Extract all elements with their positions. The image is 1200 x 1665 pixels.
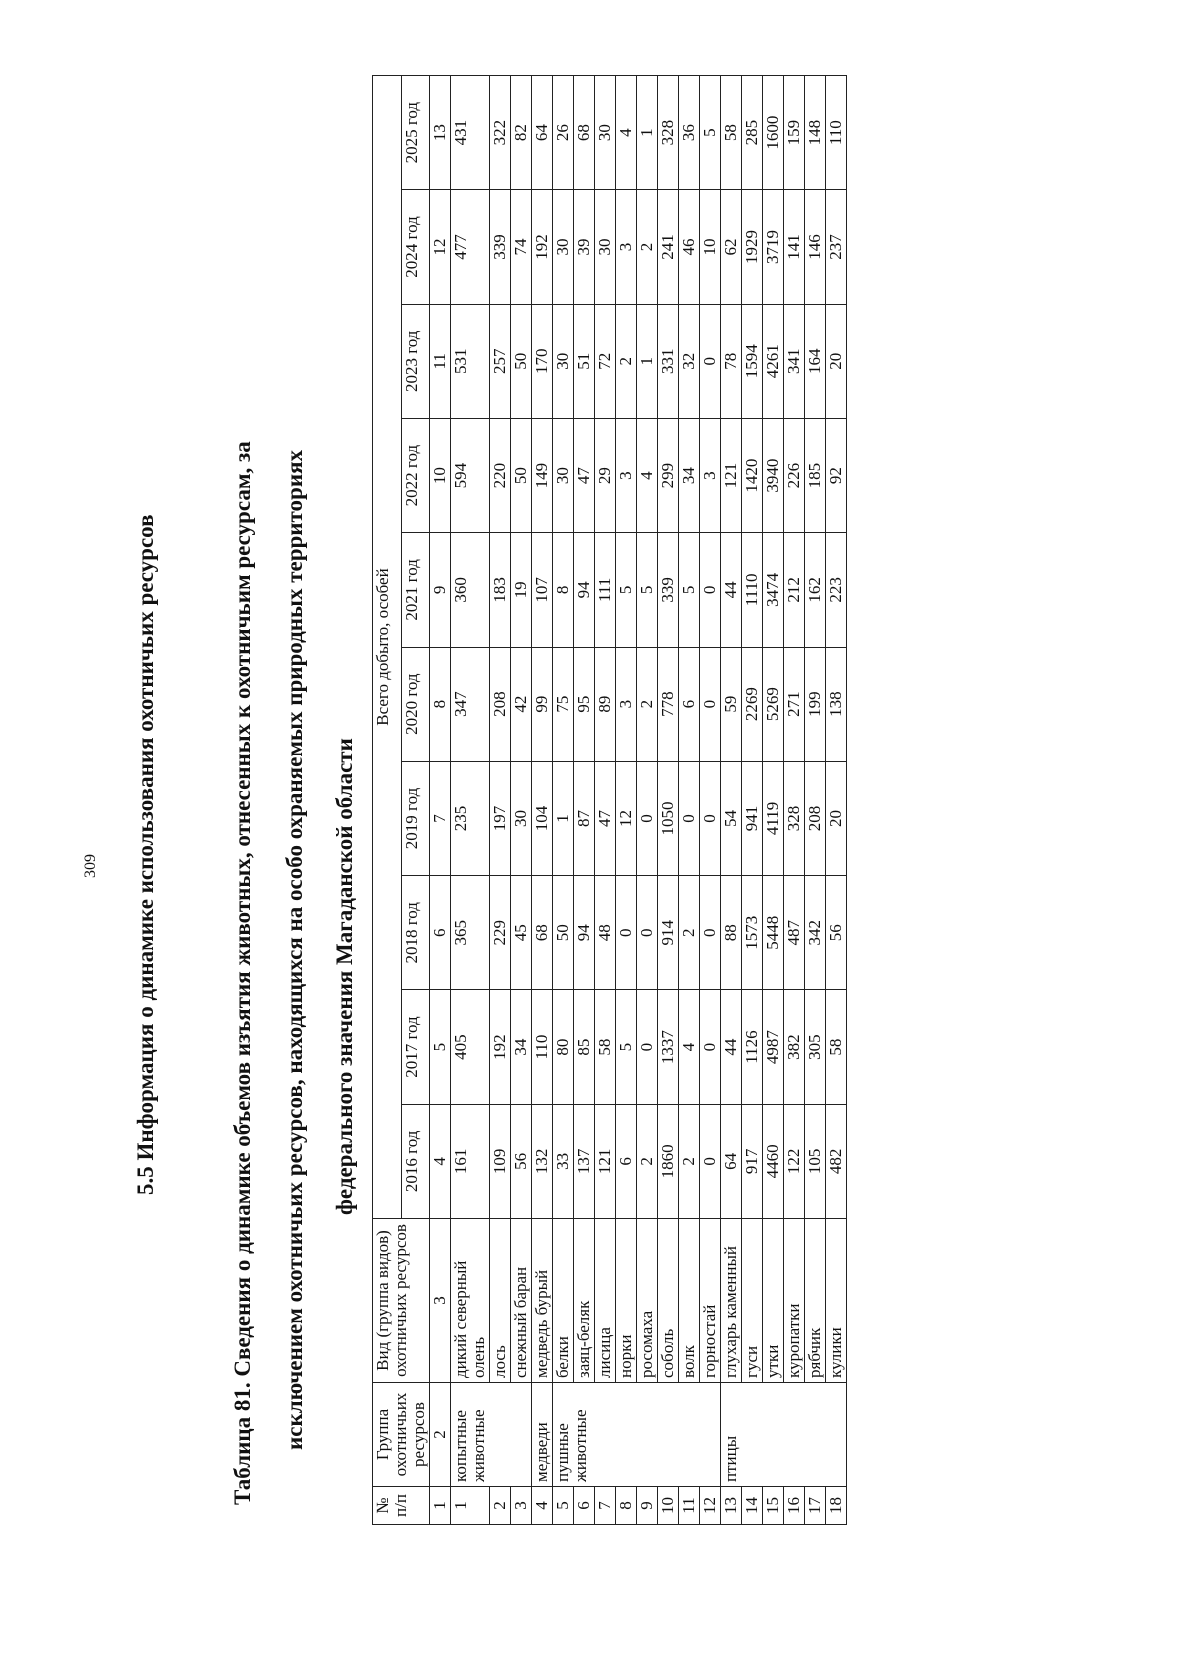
year-value: 531	[451, 304, 490, 418]
header-year: 2016 год	[401, 1104, 430, 1218]
year-value: 85	[574, 990, 595, 1104]
year-value: 50	[511, 418, 532, 532]
year-value: 30	[553, 190, 574, 304]
year-value: 299	[658, 418, 679, 532]
year-value: 104	[532, 761, 553, 875]
table-row	[679, 76, 700, 1525]
year-value: 48	[595, 876, 616, 990]
year-value: 111	[595, 533, 616, 647]
year-value: 20	[826, 304, 847, 418]
year-value: 138	[826, 647, 847, 761]
year-value: 4	[679, 990, 700, 1104]
harvest-table	[372, 75, 847, 1525]
year-value: 3	[616, 418, 637, 532]
year-value: 6	[679, 647, 700, 761]
year-value: 3	[616, 190, 637, 304]
column-number: 1	[430, 1487, 451, 1525]
species-name: лось	[490, 1219, 511, 1383]
species-name: утки	[763, 1219, 784, 1383]
year-value: 34	[679, 418, 700, 532]
row-number: 13	[721, 1487, 742, 1525]
year-value: 235	[451, 761, 490, 875]
year-value: 1573	[742, 876, 763, 990]
year-value: 223	[826, 533, 847, 647]
year-value: 5269	[763, 647, 784, 761]
year-value: 47	[574, 418, 595, 532]
header-year: 2020 год	[401, 647, 430, 761]
group-fur-animals: пушные животные	[553, 1383, 721, 1487]
header-year: 2017 год	[401, 990, 430, 1104]
header-year: 2019 год	[401, 761, 430, 875]
species-name: белки	[553, 1219, 574, 1383]
year-value: 365	[451, 876, 490, 990]
species-name: куропатки	[784, 1219, 805, 1383]
year-value: 44	[721, 533, 742, 647]
species-name: дикий северный олень	[451, 1219, 490, 1383]
header-total-harvested: Всего добыто, особей	[373, 76, 402, 1219]
species-name: росомаха	[637, 1219, 658, 1383]
year-value: 33	[553, 1104, 574, 1218]
year-value: 382	[784, 990, 805, 1104]
year-value: 0	[637, 990, 658, 1104]
year-value: 0	[637, 876, 658, 990]
species-name: норки	[616, 1219, 637, 1383]
year-value: 328	[784, 761, 805, 875]
year-value: 431	[451, 76, 490, 190]
section-title: 5.5 Информация о динамике использования охотничьих ресурсов	[133, 514, 158, 1195]
year-value: 199	[805, 647, 826, 761]
year-value: 12	[616, 761, 637, 875]
species-name: лисица	[595, 1219, 616, 1383]
year-value: 2	[637, 647, 658, 761]
year-value: 20	[826, 761, 847, 875]
year-value: 94	[574, 876, 595, 990]
year-value: 30	[595, 76, 616, 190]
table-caption-line-3: федерального значения Магаданской области	[332, 738, 357, 1215]
table-row	[763, 76, 784, 1525]
year-value: 0	[700, 304, 721, 418]
year-value: 212	[784, 533, 805, 647]
table-row	[826, 76, 847, 1525]
year-value: 4460	[763, 1104, 784, 1218]
year-value: 94	[574, 533, 595, 647]
column-number: 6	[430, 876, 451, 990]
header-number: № п/п	[373, 1487, 430, 1525]
year-value: 3940	[763, 418, 784, 532]
year-value: 58	[721, 76, 742, 190]
year-value: 46	[679, 190, 700, 304]
year-value: 2	[637, 190, 658, 304]
year-value: 56	[826, 876, 847, 990]
year-value: 271	[784, 647, 805, 761]
row-number: 10	[658, 1487, 679, 1525]
table-row	[511, 76, 532, 1525]
year-value: 339	[658, 533, 679, 647]
year-value: 50	[553, 876, 574, 990]
year-value: 162	[805, 533, 826, 647]
year-value: 0	[700, 876, 721, 990]
table-row	[451, 76, 490, 1525]
year-value: 88	[721, 876, 742, 990]
year-value: 185	[805, 418, 826, 532]
year-value: 62	[721, 190, 742, 304]
column-number: 8	[430, 647, 451, 761]
year-value: 149	[532, 418, 553, 532]
row-number: 1	[451, 1487, 490, 1525]
year-value: 3474	[763, 533, 784, 647]
year-value: 3719	[763, 190, 784, 304]
year-value: 192	[490, 990, 511, 1104]
year-value: 36	[679, 76, 700, 190]
year-value: 778	[658, 647, 679, 761]
row-number: 8	[616, 1487, 637, 1525]
year-value: 1594	[742, 304, 763, 418]
year-value: 50	[511, 304, 532, 418]
year-value: 192	[532, 190, 553, 304]
year-value: 5	[616, 533, 637, 647]
year-value: 0	[700, 1104, 721, 1218]
year-value: 45	[511, 876, 532, 990]
column-number: 7	[430, 761, 451, 875]
year-value: 226	[784, 418, 805, 532]
year-value: 122	[784, 1104, 805, 1218]
year-value: 132	[532, 1104, 553, 1218]
year-value: 1110	[742, 533, 763, 647]
row-number: 18	[826, 1487, 847, 1525]
column-number: 13	[430, 76, 451, 190]
year-value: 30	[553, 304, 574, 418]
year-value: 482	[826, 1104, 847, 1218]
year-value: 360	[451, 533, 490, 647]
header-year: 2018 год	[401, 876, 430, 990]
species-name: волк	[679, 1219, 700, 1383]
year-value: 121	[595, 1104, 616, 1218]
year-value: 110	[826, 76, 847, 190]
year-value: 0	[700, 761, 721, 875]
year-value: 109	[490, 1104, 511, 1218]
year-value: 89	[595, 647, 616, 761]
table-caption-line-2: исключением охотничьих ресурсов, находящихся на особо охраняемых природных территориях	[282, 449, 307, 1450]
table-row	[616, 76, 637, 1525]
row-number: 3	[511, 1487, 532, 1525]
year-value: 1337	[658, 990, 679, 1104]
year-value: 47	[595, 761, 616, 875]
year-value: 1600	[763, 76, 784, 190]
year-value: 92	[826, 418, 847, 532]
year-value: 5	[637, 533, 658, 647]
group-birds: птицы	[721, 1383, 847, 1487]
group-ungulates: копытные животные	[451, 1383, 532, 1487]
year-value: 220	[490, 418, 511, 532]
year-value: 1860	[658, 1104, 679, 1218]
species-name: снежный баран	[511, 1219, 532, 1383]
year-value: 347	[451, 647, 490, 761]
year-value: 75	[553, 647, 574, 761]
year-value: 5	[679, 533, 700, 647]
year-value: 1050	[658, 761, 679, 875]
table-caption-line-1: Таблица 81. Сведения о динамике объемов изъятия животных, отнесенных к охотничьим ресурсам, за	[230, 441, 255, 1505]
row-number: 5	[553, 1487, 574, 1525]
year-value: 241	[658, 190, 679, 304]
year-value: 1929	[742, 190, 763, 304]
row-number: 17	[805, 1487, 826, 1525]
year-value: 146	[805, 190, 826, 304]
year-value: 78	[721, 304, 742, 418]
year-value: 110	[532, 990, 553, 1104]
year-value: 56	[511, 1104, 532, 1218]
table-row	[784, 76, 805, 1525]
year-value: 914	[658, 876, 679, 990]
table-row	[805, 76, 826, 1525]
year-value: 2	[637, 1104, 658, 1218]
year-value: 331	[658, 304, 679, 418]
year-value: 5	[616, 990, 637, 1104]
year-value: 137	[574, 1104, 595, 1218]
column-number: 12	[430, 190, 451, 304]
year-value: 164	[805, 304, 826, 418]
table-row	[721, 76, 742, 1525]
header-year: 2025 год	[401, 76, 430, 190]
year-value: 58	[826, 990, 847, 1104]
row-number: 7	[595, 1487, 616, 1525]
column-numbering-row	[430, 76, 451, 1525]
year-value: 1	[553, 761, 574, 875]
year-value: 30	[595, 190, 616, 304]
species-name: рябчик	[805, 1219, 826, 1383]
year-value: 87	[574, 761, 595, 875]
column-number: 3	[430, 1219, 451, 1383]
year-value: 183	[490, 533, 511, 647]
year-value: 29	[595, 418, 616, 532]
year-value: 5448	[763, 876, 784, 990]
year-value: 322	[490, 76, 511, 190]
year-value: 208	[490, 647, 511, 761]
species-name: глухарь каменный	[721, 1219, 742, 1383]
table-row	[490, 76, 511, 1525]
column-number: 2	[430, 1383, 451, 1487]
year-value: 10	[700, 190, 721, 304]
header-year: 2024 год	[401, 190, 430, 304]
row-number: 11	[679, 1487, 700, 1525]
column-number: 4	[430, 1104, 451, 1218]
column-number: 5	[430, 990, 451, 1104]
year-value: 1	[637, 76, 658, 190]
header-year: 2022 год	[401, 418, 430, 532]
year-value: 3	[700, 418, 721, 532]
year-value: 59	[721, 647, 742, 761]
year-value: 68	[532, 876, 553, 990]
year-value: 0	[700, 990, 721, 1104]
year-value: 51	[574, 304, 595, 418]
year-value: 4261	[763, 304, 784, 418]
row-number: 4	[532, 1487, 553, 1525]
year-value: 6	[616, 1104, 637, 1218]
row-number: 15	[763, 1487, 784, 1525]
table-row	[637, 76, 658, 1525]
year-value: 1126	[742, 990, 763, 1104]
header-year: 2021 год	[401, 533, 430, 647]
table-row	[532, 76, 553, 1525]
species-name: соболь	[658, 1219, 679, 1383]
year-value: 26	[553, 76, 574, 190]
year-value: 487	[784, 876, 805, 990]
year-value: 4	[616, 76, 637, 190]
year-value: 170	[532, 304, 553, 418]
year-value: 30	[511, 761, 532, 875]
year-value: 237	[826, 190, 847, 304]
year-value: 44	[721, 990, 742, 1104]
year-value: 95	[574, 647, 595, 761]
table-row	[658, 76, 679, 1525]
year-value: 197	[490, 761, 511, 875]
year-value: 0	[700, 647, 721, 761]
table-row	[574, 76, 595, 1525]
year-value: 105	[805, 1104, 826, 1218]
year-value: 39	[574, 190, 595, 304]
year-value: 4	[637, 418, 658, 532]
column-number: 9	[430, 533, 451, 647]
year-value: 82	[511, 76, 532, 190]
year-value: 257	[490, 304, 511, 418]
year-value: 477	[451, 190, 490, 304]
year-value: 2	[679, 1104, 700, 1218]
row-number: 9	[637, 1487, 658, 1525]
year-value: 3	[616, 647, 637, 761]
year-value: 64	[532, 76, 553, 190]
year-value: 121	[721, 418, 742, 532]
year-value: 0	[679, 761, 700, 875]
species-name: кулики	[826, 1219, 847, 1383]
year-value: 0	[700, 533, 721, 647]
header-group: Группа охотничьих ресурсов	[373, 1383, 430, 1487]
header-year: 2023 год	[401, 304, 430, 418]
row-number: 2	[490, 1487, 511, 1525]
year-value: 208	[805, 761, 826, 875]
table-row	[553, 76, 574, 1525]
year-value: 229	[490, 876, 511, 990]
table-row	[700, 76, 721, 1525]
year-value: 161	[451, 1104, 490, 1218]
year-value: 141	[784, 190, 805, 304]
column-number: 10	[430, 418, 451, 532]
year-value: 34	[511, 990, 532, 1104]
year-value: 80	[553, 990, 574, 1104]
year-value: 5	[700, 76, 721, 190]
year-value: 2269	[742, 647, 763, 761]
row-number: 14	[742, 1487, 763, 1525]
row-number: 6	[574, 1487, 595, 1525]
year-value: 4119	[763, 761, 784, 875]
year-value: 58	[595, 990, 616, 1104]
year-value: 8	[553, 533, 574, 647]
header-species: Вид (группа видов) охотничьих ресурсов	[373, 1219, 430, 1383]
species-name: заяц-беляк	[574, 1219, 595, 1383]
year-value: 42	[511, 647, 532, 761]
year-value: 72	[595, 304, 616, 418]
year-value: 4987	[763, 990, 784, 1104]
group-bears: медведи	[532, 1383, 553, 1487]
year-value: 148	[805, 76, 826, 190]
row-number: 12	[700, 1487, 721, 1525]
column-number: 11	[430, 304, 451, 418]
year-value: 1	[637, 304, 658, 418]
year-value: 107	[532, 533, 553, 647]
year-value: 2	[679, 876, 700, 990]
year-value: 64	[721, 1104, 742, 1218]
year-value: 941	[742, 761, 763, 875]
year-value: 99	[532, 647, 553, 761]
year-value: 305	[805, 990, 826, 1104]
year-value: 19	[511, 533, 532, 647]
year-value: 30	[553, 418, 574, 532]
year-value: 74	[511, 190, 532, 304]
year-value: 68	[574, 76, 595, 190]
year-value: 285	[742, 76, 763, 190]
year-value: 594	[451, 418, 490, 532]
year-value: 2	[616, 304, 637, 418]
year-value: 159	[784, 76, 805, 190]
year-value: 0	[616, 876, 637, 990]
species-name: медведь бурый	[532, 1219, 553, 1383]
year-value: 342	[805, 876, 826, 990]
year-value: 1420	[742, 418, 763, 532]
page-number: 309	[82, 854, 99, 878]
year-value: 341	[784, 304, 805, 418]
row-number: 16	[784, 1487, 805, 1525]
year-value: 32	[679, 304, 700, 418]
species-name: гуси	[742, 1219, 763, 1383]
year-value: 0	[637, 761, 658, 875]
year-value: 328	[658, 76, 679, 190]
species-name: горностай	[700, 1219, 721, 1383]
year-value: 917	[742, 1104, 763, 1218]
table-row	[595, 76, 616, 1525]
year-value: 405	[451, 990, 490, 1104]
table-row	[742, 76, 763, 1525]
year-value: 339	[490, 190, 511, 304]
year-value: 54	[721, 761, 742, 875]
